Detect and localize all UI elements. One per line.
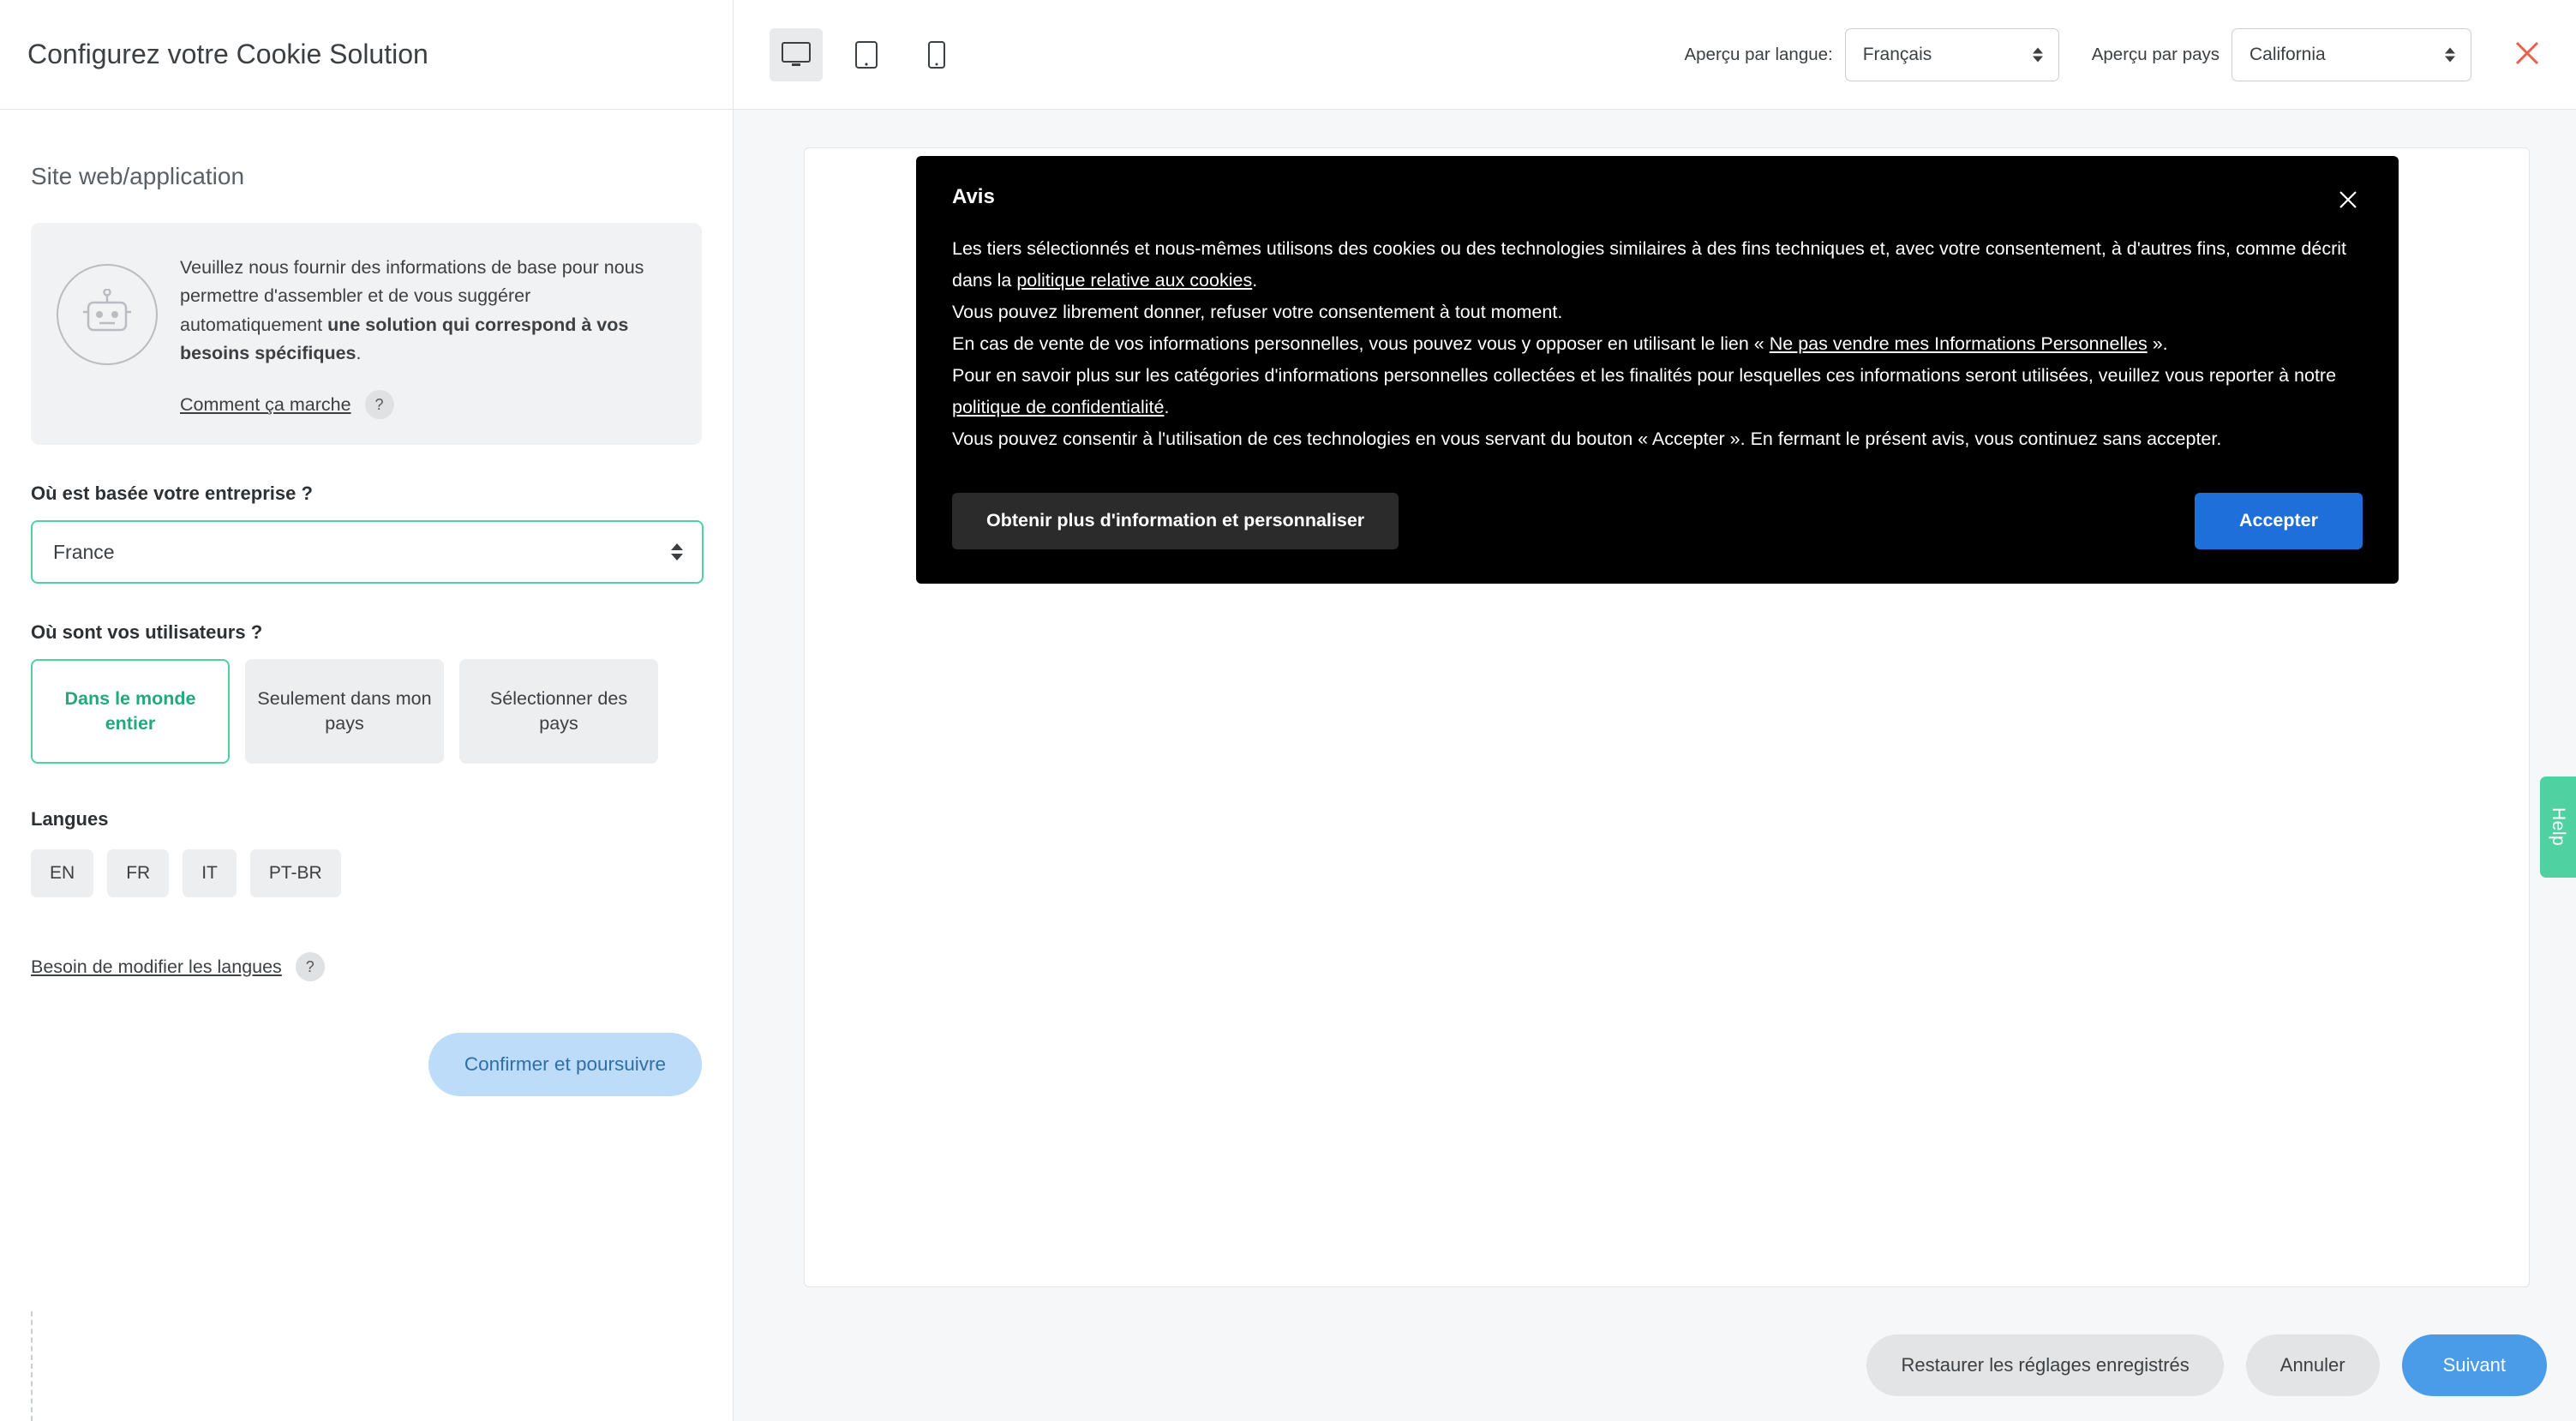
users-location-label: Où sont vos utilisateurs ? [31, 621, 263, 644]
main-body [0, 110, 2576, 1421]
close-icon [2337, 201, 2359, 213]
desktop-icon [782, 42, 811, 68]
language-chip-it[interactable]: IT [183, 849, 237, 897]
banner-paragraph-1: Les tiers sélectionnés et nous-mêmes utilisons des cookies ou des technologies similaires à des fins techniques et, avec votre consentement, à d'autres fins, comme décrit dans la [952, 238, 2346, 291]
banner-paragraph-3: En cas de vente de vos informations personnelles, vous pouvez vous y opposer en utilisant le lien « [952, 333, 1770, 354]
how-it-works-row [180, 390, 676, 419]
preview-pane [734, 110, 2576, 1421]
language-chip-ptbr[interactable]: PT-BR [250, 849, 341, 897]
business-country-value: France [53, 540, 115, 563]
cancel-button[interactable]: Annuler [2246, 1334, 2380, 1396]
do-not-sell-link[interactable]: Ne pas vendre mes Informations Personnelles [1769, 333, 2148, 354]
banner-title: Avis [952, 185, 995, 208]
languages-label: Langues [31, 808, 109, 830]
restore-saved-settings-button[interactable]: Restaurer les réglages enregistrés [1866, 1334, 2223, 1396]
banner-text-after-do-not-sell: ». [2147, 333, 2168, 354]
help-tab[interactable] [2540, 776, 2576, 878]
modify-languages-row [31, 952, 702, 981]
banner-text-after-cookie-policy: . [1252, 269, 1258, 291]
confirm-and-continue-button[interactable]: Confirmer et poursuivre [428, 1033, 702, 1096]
preview-language-label: Aperçu par langue: [1684, 44, 1833, 64]
help-icon[interactable]: ? [296, 952, 325, 981]
footer-bar [734, 1310, 2576, 1421]
top-bar-right [734, 0, 2576, 109]
help-tab-label: Help [2549, 807, 2568, 847]
device-preview-tabs [770, 28, 963, 81]
how-it-works-link[interactable]: Comment ça marche [180, 393, 351, 415]
preview-country-label: Aperçu par pays [2091, 44, 2220, 64]
info-card-body [180, 250, 676, 419]
close-icon [2513, 39, 2542, 70]
top-bar-left [0, 0, 734, 109]
banner-text-after-privacy: . [1164, 396, 1170, 417]
page-title: Configurez votre Cookie Solution [27, 39, 428, 69]
privacy-policy-link[interactable]: politique de confidentialité [952, 396, 1165, 417]
close-button[interactable] [2501, 28, 2554, 81]
banner-actions [952, 493, 2363, 549]
tablet-icon [855, 41, 878, 69]
banner-header [952, 185, 2363, 214]
language-chips [31, 849, 702, 897]
chevron-updown-icon [671, 543, 683, 561]
preview-country-value: California [2250, 44, 2326, 64]
robot-icon [57, 264, 158, 365]
step-connector-line [31, 1311, 33, 1421]
info-card [31, 223, 702, 445]
business-location-label: Où est basée votre entreprise ? [31, 483, 313, 505]
info-text-bold: une solution qui correspond à vos besoins spécifiques [180, 314, 629, 363]
info-text-part2: . [356, 342, 362, 363]
user-option-select-countries[interactable]: Sélectionner des pays [459, 659, 658, 764]
configuration-sidebar [0, 110, 734, 1421]
chevron-updown-icon [2033, 47, 2043, 62]
chevron-updown-icon [2445, 47, 2455, 62]
user-option-worldwide[interactable]: Dans le monde entier [31, 659, 230, 764]
users-location-options [31, 659, 702, 764]
cookie-policy-link[interactable]: politique relative aux cookies [1016, 269, 1253, 291]
preview-controls [1684, 28, 2576, 81]
device-tab-mobile[interactable] [910, 28, 963, 81]
confirm-row [31, 1033, 702, 1096]
business-country-select[interactable] [31, 520, 704, 584]
banner-body [952, 233, 2363, 455]
cookie-consent-banner [916, 156, 2399, 584]
help-icon[interactable]: ? [365, 390, 394, 419]
preview-language-select[interactable] [1845, 28, 2059, 81]
preview-language-value: Français [1862, 44, 1932, 64]
language-chip-en[interactable]: EN [31, 849, 93, 897]
sidebar-section-title: Site web/application [31, 163, 245, 189]
banner-paragraph-5: Vous pouvez consentir à l'utilisation de ces technologies en vous servant du bouton « Accepter ». En fermant le présent avis, vous continuez sans accepter. [952, 428, 2222, 449]
banner-more-info-button[interactable]: Obtenir plus d'information et personnaliser [952, 493, 1399, 549]
banner-paragraph-4: Pour en savoir plus sur les catégories d'informations personnelles collectées et les finalités pour lesquelles ces informations seront utilisées, veuillez vous reporter à notre [952, 364, 2337, 386]
banner-accept-button[interactable]: Accepter [2195, 493, 2363, 549]
banner-close-button[interactable] [2333, 185, 2363, 214]
next-button[interactable]: Suivant [2402, 1334, 2547, 1396]
device-tab-desktop[interactable] [770, 28, 823, 81]
preview-canvas [804, 147, 2530, 1287]
language-chip-fr[interactable]: FR [107, 849, 169, 897]
device-tab-tablet[interactable] [840, 28, 893, 81]
user-option-my-country[interactable]: Seulement dans mon pays [245, 659, 444, 764]
info-card-text [180, 250, 676, 368]
preview-country-select[interactable] [2232, 28, 2471, 81]
banner-paragraph-2: Vous pouvez librement donner, refuser votre consentement à tout moment. [952, 301, 1563, 322]
modify-languages-link[interactable]: Besoin de modifier les langues [31, 956, 282, 977]
info-text-part1: Veuillez nous fournir des informations de base pour nous permettre d'assembler et de vous suggérer automatiquement [180, 257, 644, 335]
top-bar [0, 0, 2576, 110]
mobile-icon [928, 41, 945, 69]
